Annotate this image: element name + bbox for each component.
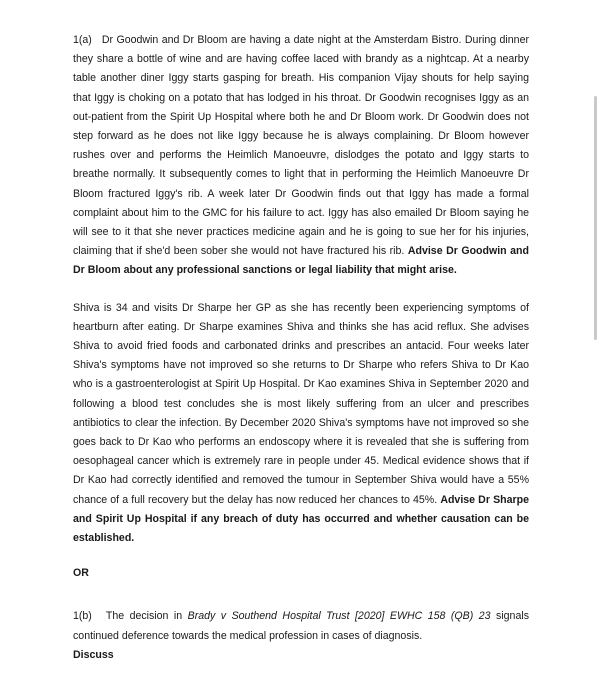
question-1a-instruction: Advise Dr Goodwin and Dr Bloom about any professional sanctions or legal liability that might arise. [73,245,529,277]
exam-document [73,31,529,665]
question-shiva-instruction: Advise Dr Sharpe and Spirit Up Hospital if any breach of duty has occurred and whether causation can be established. [73,493,529,545]
question-1b-text-before: The decision in [105,610,183,623]
vertical-scrollbar[interactable] [594,96,597,340]
question-1b [73,607,529,665]
question-1b-case-name: Brady v Southend Hospital Trust [2020] EWHC 158 (QB) 23 [187,610,491,623]
question-shiva-body: Shiva is 34 and visits Dr Sharpe her GP as she has recently been experiencing symptoms of heartburn after eating. Dr Sharpe examines Shiva and thinks she has acid reflux. She advises Shiva to avoid fried foods and carbonated drinks and prescribes an antacid. Four weeks later Shiva's symptoms have not improved so she returns to Dr Sharpe who refers Shiva to Dr Kao who is a gastroenterologist at Spirit Up Hospital. Dr Kao examines Shiva in September 2020 and following a blood test concludes she is most likely suffering from an ulcer and prescribes antibiotics to clear the infection. By December 2020 Shiva's symptoms have not improved so she goes back to Dr Kao who performs an endoscopy where it is revealed that she is suffering from oesophageal cancer which is extremely rare in people under 45. Medical evidence shows that if Dr Kao had correctly identified and removed the tumour in September Shiva would have a 55% chance of a full recovery but the delay has now reduced her chances to 45%. [73,301,529,506]
question-1a-body: Dr Goodwin and Dr Bloom are having a date night at the Amsterdam Bistro. During dinner they share a bottle of wine and are having coffee laced with brandy as a nightcap. At a nearby table another diner Iggy starts gasping for breath. His companion Vijay shouts for help saying that Iggy is choking on a potato that has lodged in his throat. Dr Goodwin recognises Iggy as an out-patient from the Spirit Up Hospital where both he and Dr Bloom work. Dr Goodwin does not step forward as he does not like Iggy because he is always complaining. Dr Bloom however rushes over and performs the Heimlich Manoeuvre, dislodges the potato and Iggy starts to breathe normally. It subsequently comes to light that in performing the Heimlich Manoeuvre Dr Bloom fractured Iggy's rib. A week later Dr Goodwin finds out that Iggy has made a formal complaint about him to the GMC for his failure to act. Iggy has also emailed Dr Bloom saying he will see to it that she never practices medicine again and he is going to sue her for his injuries, claiming that if she'd been sober she would not have fractured his rib. [73,34,529,258]
question-1a [73,31,529,281]
question-shiva [73,299,529,549]
question-1b-text-after: signals continued deference towards the medical profession in cases of diagnosis. [73,610,529,642]
question-1b-instruction: Discuss [73,648,114,661]
or-separator: OR [73,567,89,580]
question-1b-number: 1(b) [73,610,92,623]
question-1a-number: 1(a) [73,34,92,46]
